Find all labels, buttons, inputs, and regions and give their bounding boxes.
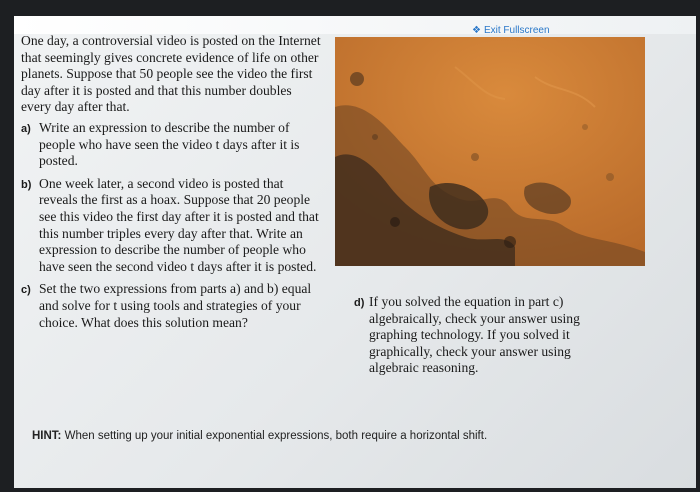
- mars-surface-graphic: [335, 37, 645, 266]
- part-label: d): [354, 297, 365, 309]
- exit-fullscreen-label: Exit Fullscreen: [483, 25, 550, 36]
- top-bar: [14, 16, 696, 34]
- part-text: Set the two expressions from parts a) and b) equal and solve for t using tools and strategies of your choice. What does this solution mean?: [39, 281, 312, 330]
- screen: [14, 16, 696, 488]
- part-d: [354, 294, 614, 377]
- exit-fullscreen-button[interactable]: [472, 25, 550, 36]
- part-text: One week later, a second video is posted that reveals the first as a hoax. Suppose that 20 people see this video the first day after it is posted and that this number triples every day after that. Write an expression to describe the number of people who have seen the second video t days after it is posted.: [39, 175, 319, 274]
- part-label: c): [21, 284, 31, 297]
- hint-text: When setting up your initial exponential expressions, both require a horizontal shift.: [64, 430, 488, 442]
- part-b: [21, 176, 321, 276]
- problem-text: [21, 33, 321, 337]
- part-text: If you solved the equation in part c) algebraically, check your answer using graphing technology. If you solved it graphically, check your answer using algebraic reasoning.: [369, 294, 580, 376]
- part-label: b): [21, 178, 32, 191]
- hint: [32, 430, 487, 442]
- part-c: [21, 281, 321, 331]
- mars-surface-image: [335, 37, 645, 266]
- part-text: Write an expression to describe the number of people who have seen the video t days after it is posted.: [39, 119, 300, 169]
- exit-fullscreen-icon: ❖: [472, 24, 481, 36]
- part-a: [21, 120, 321, 170]
- part-label: a): [21, 122, 31, 135]
- problem-intro: One day, a controversial video is posted on the Internet that seemingly gives concrete evidence of life on other planets. Suppose that 50 people see the video the first day after it is posted and that this number doubles every day after that.: [21, 33, 321, 115]
- hint-label: HINT:: [32, 430, 62, 442]
